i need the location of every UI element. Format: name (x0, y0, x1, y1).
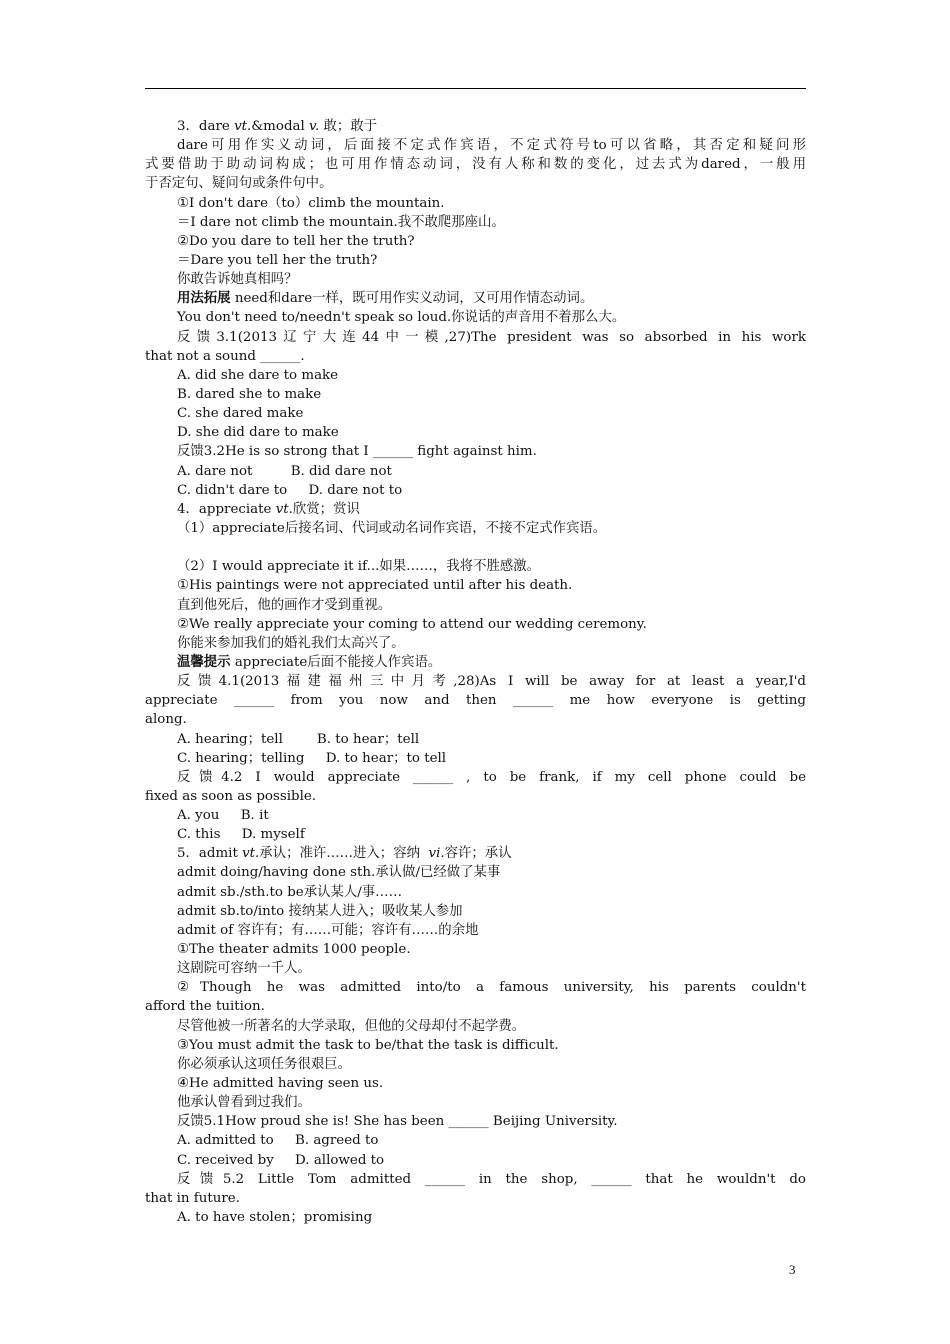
line-text: fixed as soon as possible. (145, 788, 317, 804)
text-line (145, 902, 806, 921)
line-text: 他承认曾看到过我们。 (177, 1095, 311, 1111)
text-line (145, 538, 806, 557)
line-text: that not a sound ______. (145, 348, 305, 364)
part-of-speech: vt. (234, 119, 252, 134)
line-text: 你必须承认这项任务很艰巨。 (177, 1056, 352, 1072)
line-text: 直到他死后，他的画作才受到重视。 (177, 597, 392, 613)
emphasis-label: 温馨提示 (177, 653, 231, 670)
text-line (145, 691, 806, 710)
text-line (145, 136, 806, 155)
line-text: A. you B. it (177, 808, 269, 824)
text-line (145, 863, 806, 882)
line-text: 4．appreciate (177, 501, 276, 517)
line-text: C. hearing；telling D. to hear；to tell (177, 750, 447, 766)
line-text: 欣赏；赏识 (292, 501, 360, 517)
text-line (145, 308, 806, 327)
text-line (145, 634, 806, 653)
text-line (145, 385, 806, 404)
line-text: C. she dared make (177, 406, 304, 422)
line-text: ②We really appreciate your coming to attend our wedding ceremony. (177, 616, 647, 632)
line-text: （1）appreciate后接名词、代词或动名词作宾语，不接不定式作宾语。 (177, 520, 607, 536)
text-line (145, 825, 806, 844)
line-text: 你能来参加我们的婚礼我们太高兴了。 (177, 635, 405, 651)
line-text: C. this D. myself (177, 827, 305, 843)
text-line (145, 768, 806, 787)
line-text: ＝I dare not climb the mountain.我不敢爬那座山。 (177, 214, 505, 230)
text-line (145, 423, 806, 442)
line-text: D. she did dare to make (177, 425, 339, 441)
text-line (145, 1017, 806, 1036)
line-text: 于否定句、疑问句或条件句中。 (145, 176, 333, 192)
line-text: A. hearing；tell B. to hear；tell (177, 731, 420, 747)
text-line (145, 251, 806, 270)
text-line (145, 270, 806, 289)
line-text: 反馈4.2 I would appreciate ______ , to be frank, if my cell phone could be (177, 769, 806, 785)
text-line (145, 653, 806, 672)
line-text: need和dare一样，既可用作实义动词，又可用作情态动词。 (230, 291, 594, 307)
text-line (145, 347, 806, 366)
line-text: ②Do you dare to tell her the truth? (177, 233, 415, 249)
text-line (145, 1208, 806, 1227)
line-text: ③You must admit the task to be/that the task is difficult. (177, 1037, 559, 1053)
line-text: 反馈5.1How proud she is! She has been ______ Beijing University. (177, 1114, 618, 1130)
line-text: 反馈3.1(2013辽宁大连44中一模,27)The president was so absorbed in his work (177, 329, 806, 345)
line-text: A. dare not B. did dare not (177, 463, 392, 479)
line-text: ①His paintings were not appreciated until after his death. (177, 578, 573, 594)
text-line (145, 1036, 806, 1055)
page-number: 3 (789, 1262, 796, 1277)
line-text: ＝Dare you tell her the truth? (177, 252, 378, 268)
line-text: appreciate ______ from you now and then ______ me how everyone is getting (145, 693, 806, 709)
text-line (145, 155, 806, 174)
line-text: 承认；准许……进入；容纳 (259, 846, 429, 862)
text-line (145, 1093, 806, 1112)
line-text: appreciate后面不能接人作宾语。 (230, 654, 442, 670)
line-text: that in future. (145, 1190, 240, 1206)
text-line (145, 940, 806, 959)
line-text: ④He admitted having seen us. (177, 1076, 384, 1092)
text-line (145, 117, 806, 136)
text-line (145, 232, 806, 251)
text-line (145, 328, 806, 347)
emphasis-label: 用法拓展 (177, 290, 231, 307)
text-line (145, 883, 806, 902)
line-text: along. (145, 712, 187, 728)
text-line (145, 1151, 806, 1170)
line-text: 这剧院可容纳一千人。 (177, 961, 311, 977)
text-line (145, 1131, 806, 1150)
line-text: 容许；承认 (444, 846, 512, 862)
line-text: A. admitted to B. agreed to (177, 1133, 379, 1149)
text-line (145, 844, 806, 863)
line-text: 反馈5.2 Little Tom admitted ______ in the shop, ______ that he wouldn't do (177, 1171, 806, 1187)
text-line (145, 749, 806, 768)
line-text: afford the tuition. (145, 999, 265, 1015)
header-rule (145, 88, 806, 89)
line-text: admit of 容许有；有……可能；容许有……的余地 (177, 922, 479, 938)
text-line (145, 1189, 806, 1208)
text-line (145, 806, 806, 825)
line-text: 式要借助于助动词构成；也可用作情态动词，没有人称和数的变化，过去式为dared，一般用 (145, 157, 806, 173)
line-text: （2）I would appreciate it if...如果……，我将不胜感激。 (177, 559, 541, 575)
part-of-speech: v. (309, 119, 320, 134)
text-line (145, 366, 806, 385)
text-line (145, 615, 806, 634)
text-line (145, 730, 806, 749)
line-text: You don't need to/needn't speak so loud.你说话的声音用不着那么大。 (177, 310, 626, 326)
part-of-speech: vt. (275, 501, 293, 517)
text-line (145, 672, 806, 691)
text-line (145, 404, 806, 423)
line-text: 敢；敢于 (319, 119, 378, 134)
text-line (145, 978, 806, 997)
text-line (145, 787, 806, 806)
line-text: dare可用作实义动词，后面接不定式作宾语，不定式符号to可以省略，其否定和疑问形 (177, 138, 806, 154)
text-line (145, 1112, 806, 1131)
text-line (145, 959, 806, 978)
text-line (145, 213, 806, 232)
text-line (145, 481, 806, 500)
line-text: C. received by D. allowed to (177, 1152, 385, 1168)
text-line (145, 1170, 806, 1189)
line-text: admit doing/having done sth.承认做/已经做了某事 (177, 865, 501, 881)
text-line (145, 194, 806, 213)
line-text: ②Though he was admitted into/to a famous university, his parents couldn't (177, 980, 806, 996)
text-line (145, 921, 806, 940)
line-text: 反馈4.1(2013福建福州三中月考,28)As I will be away for at least a year,I'd (177, 674, 806, 690)
text-line (145, 997, 806, 1016)
line-text: 你敢告诉她真相吗？ (177, 272, 298, 288)
line-text: 反馈3.2He is so strong that I ______ fight against him. (177, 444, 537, 460)
line-text: 3．dare (177, 119, 235, 134)
text-line (145, 500, 806, 519)
text-line (145, 1055, 806, 1074)
line-text: ①I don't dare（to）climb the mountain. (177, 195, 445, 211)
text-line (145, 519, 806, 538)
text-line (145, 710, 806, 729)
text-line (145, 596, 806, 615)
text-line (145, 1074, 806, 1093)
part-of-speech: vi. (428, 846, 445, 862)
line-text: A. did she dare to make (177, 367, 339, 383)
line-text: admit sb./sth.to be承认某人/事…… (177, 884, 402, 900)
text-line (145, 289, 806, 308)
line-text: &modal (251, 119, 310, 134)
line-text: C. didn't dare to D. dare not to (177, 482, 403, 498)
text-line (145, 442, 806, 461)
part-of-speech: vt. (242, 846, 260, 862)
line-text: A. to have stolen；promising (177, 1210, 373, 1226)
line-text: 5．admit (177, 846, 243, 862)
line-text: 尽管他被一所著名的大学录取，但他的父母却付不起学费。 (177, 1018, 526, 1034)
text-line (145, 462, 806, 481)
text-line (145, 174, 806, 193)
document-body (145, 117, 806, 1227)
text-line (145, 576, 806, 595)
line-text: B. dared she to make (177, 386, 322, 402)
text-line (145, 557, 806, 576)
line-text: admit sb.to/into 接纳某人进入；吸收某人参加 (177, 903, 463, 919)
line-text: ①The theater admits 1000 people. (177, 942, 411, 958)
